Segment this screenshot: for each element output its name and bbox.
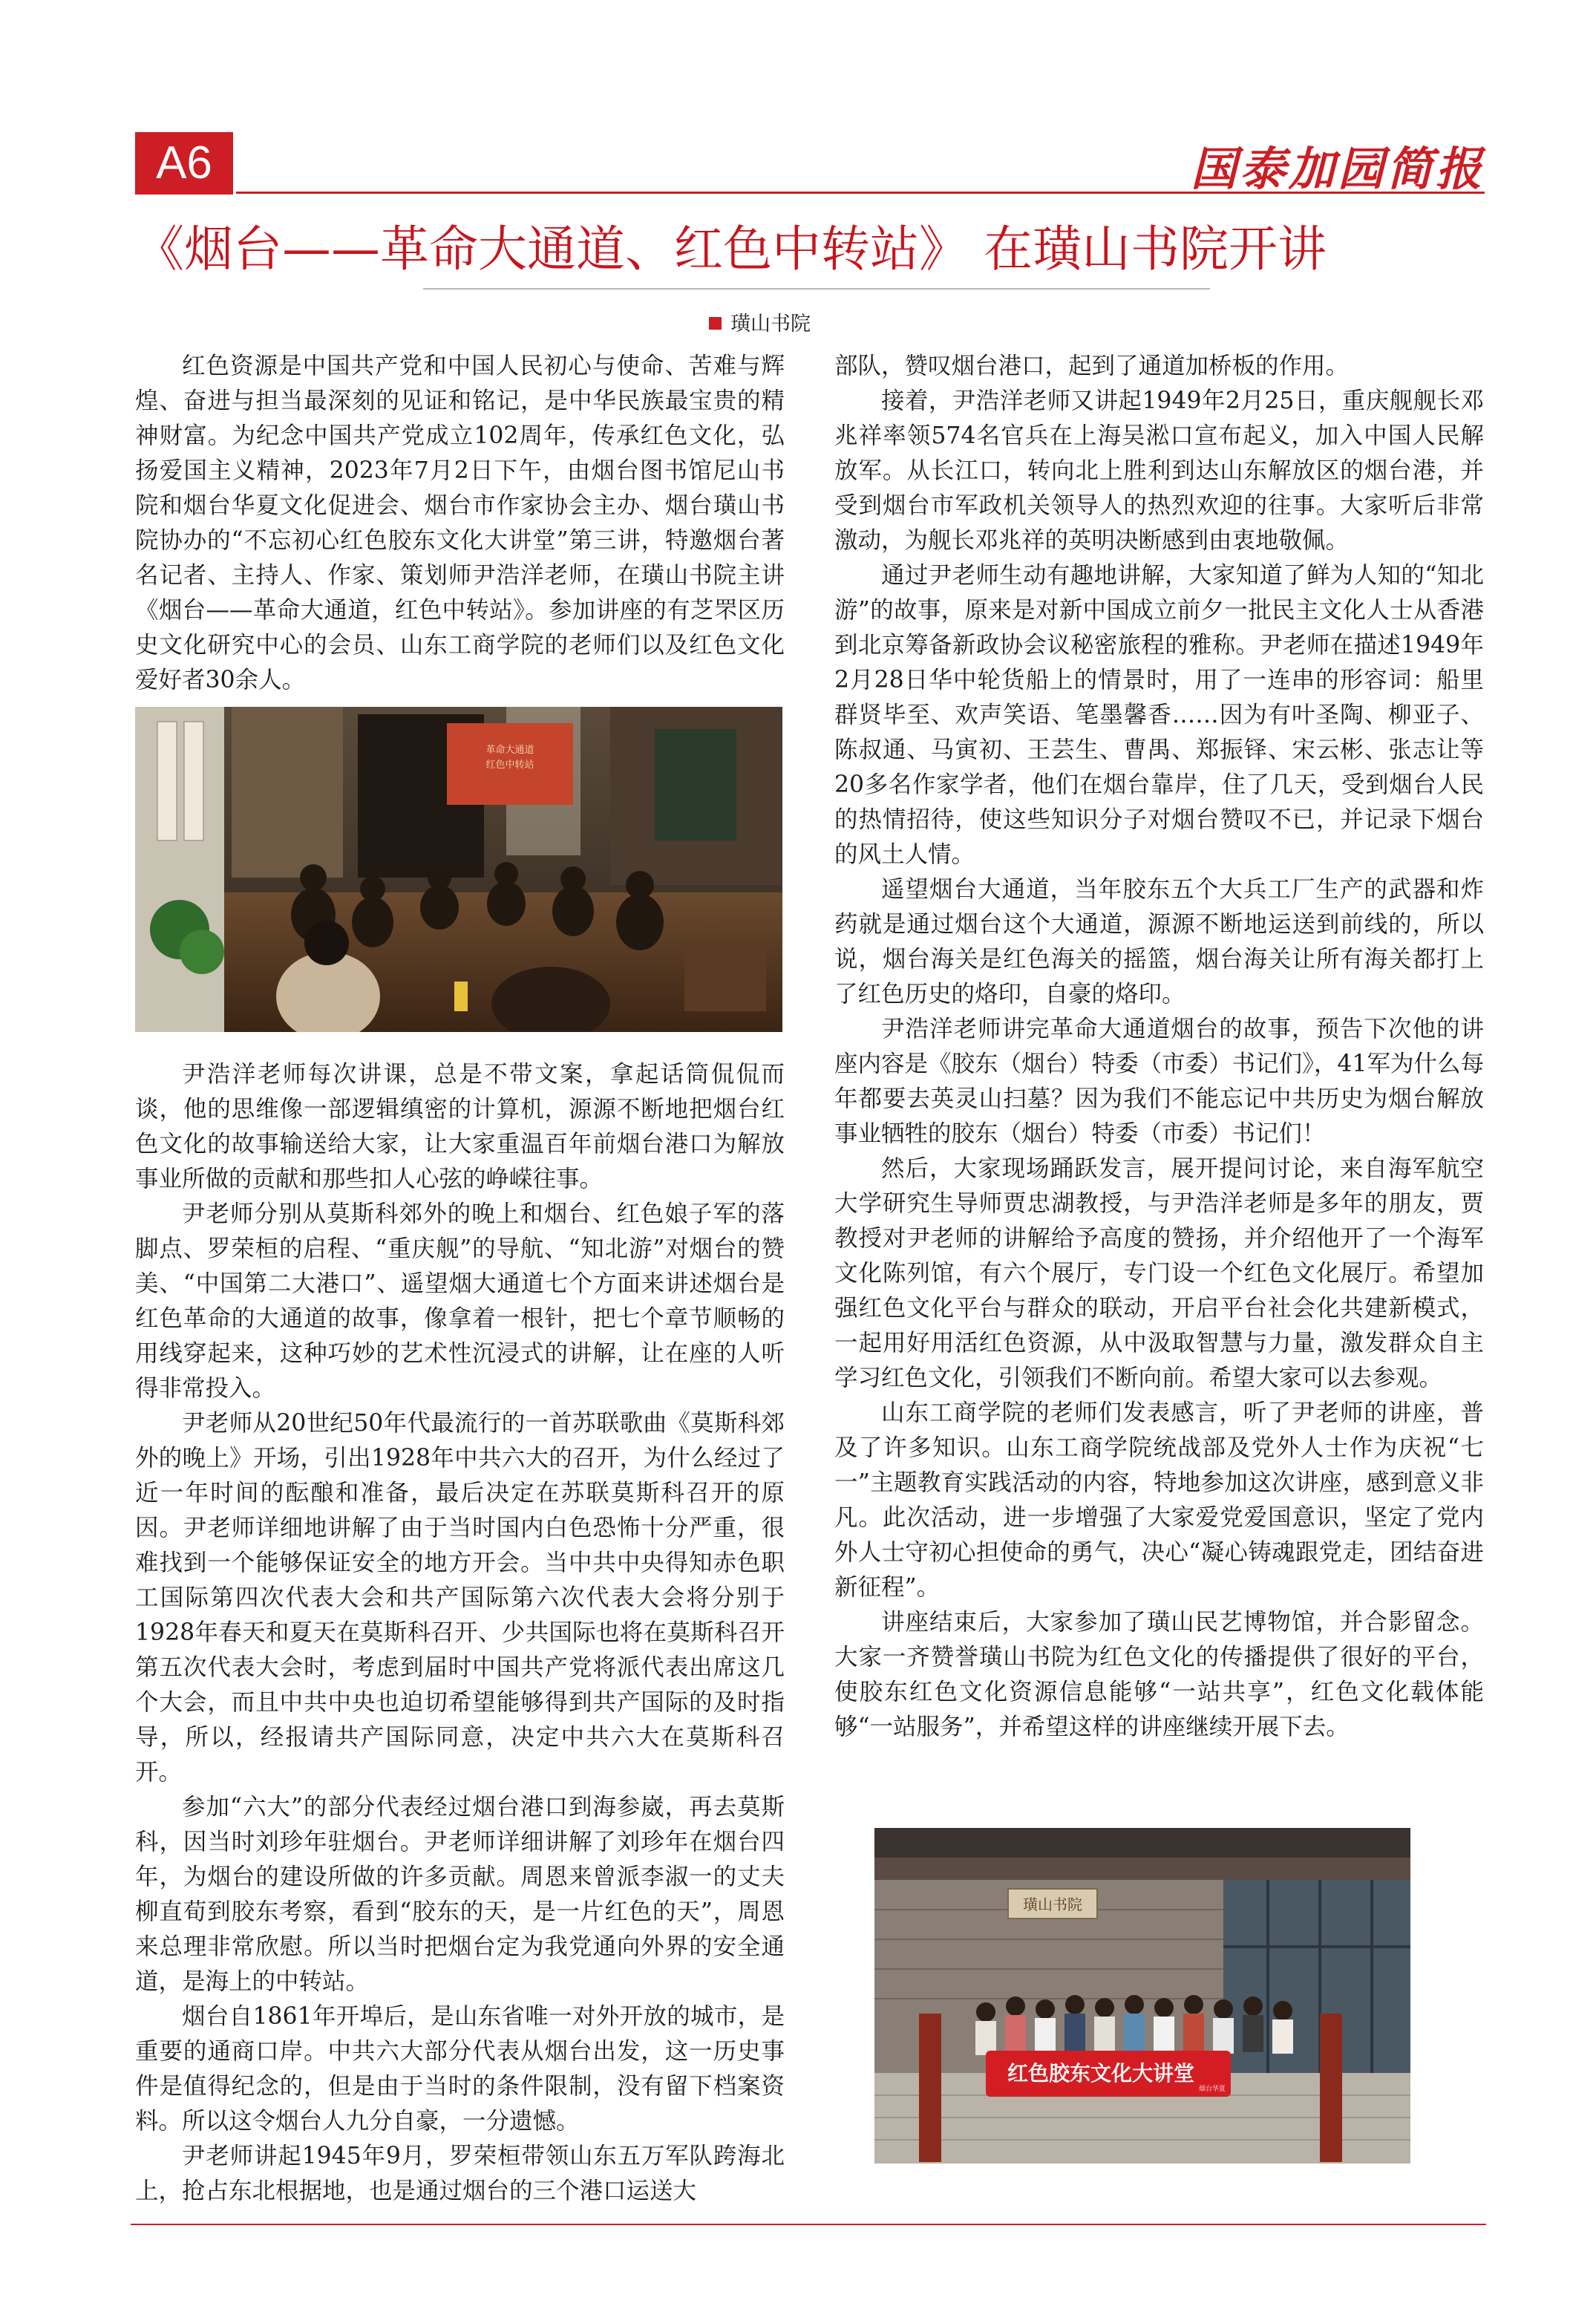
masthead: 国泰加园简报	[1190, 142, 1485, 196]
paragraph: 尹老师讲起1945年9月，罗荣桓带领山东五万军队跨海北上，抢占东北根据地，也是通过烟台的三个港口运送大	[135, 2143, 785, 2204]
plaque-text: 璜山书院	[1023, 1896, 1082, 1913]
banner-small-text: 烟台华夏	[1198, 2086, 1226, 2093]
footer-rule	[131, 2224, 1486, 2225]
paragraph: 尹浩洋老师讲完革命大通道烟台的故事，预告下次他的讲座内容是《胶东（烟台）特委（市委）书记们》，41军为什么每年都要去英灵山扫墓？因为我们不能忘记中共历史为烟台解放事业牺牲的胶东（烟台）特委（市委）书记们！	[834, 1016, 1484, 1147]
paragraph: 讲座结束后，大家参加了璜山民艺博物馆，并合影留念。大家一齐赞誉璜山书院为红色文化的传播提供了很好的平台，使胶东红色文化资源信息能够“一站共享”，红色文化载体能够“一站服务”，并希望这样的讲座继续开展下去。	[834, 1609, 1484, 1740]
group-photo-illustration	[874, 1828, 1410, 2164]
lecture-photo-illustration	[135, 707, 782, 1032]
source-marker-icon	[709, 317, 722, 330]
title-rule	[423, 288, 1210, 290]
paragraph: 接着，尹浩洋老师又讲起1949年2月25日，重庆舰舰长邓兆祥率领574名官兵在上海吴淞口宣布起义，加入中国人民解放军。从长江口，转向北上胜利到达山东解放区的烟台港，并受到烟台市军政机关领导人的热烈欢迎的往事。大家听后非常激动，为舰长邓兆祥的英明决断感到由衷地敬佩。	[834, 388, 1484, 554]
paragraph: 尹老师从20世纪50年代最流行的一首苏联歌曲《莫斯科郊外的晚上》开场，引出1928年中共六大的召开，为什么经过了近一年时间的酝酿和准备，最后决定在苏联莫斯科召开的原因。尹老师详细地讲解了由于当时国内白色恐怖十分严重，很难找到一个能够保证安全的地方开会。当中共中央得知赤色职工国际第四次代表大会和共产国际第六次代表大会将分别于1928年春天和夏天在莫斯科召开、少共国际也将在莫斯科召开第五次代表大会时，考虑到届时中国共产党将派代表出席这几个大会，而且中共中央也迫切希望能够得到共产国际的及时指导，所以，经报请共产国际同意，决定中共六大在莫斯科召开。	[135, 1410, 785, 1786]
paragraph-continuation: 部队，赞叹烟台港口，起到了通道加桥板的作用。	[834, 353, 1350, 379]
paragraph: 烟台自1861年开埠后，是山东省唯一对外开放的城市，是重要的通商口岸。中共六大部分代表从烟台出发，这一历史事件是值得纪念的，但是由于当时的条件限制，没有留下档案资料。所以这令烟台人九分自豪，一分遗憾。	[135, 2003, 785, 2135]
paragraph: 红色资源是中国共产党和中国人民初心与使命、苦难与辉煌、奋进与担当最深刻的见证和铭记，是中华民族最宝贵的精神财富。为纪念中国共产党成立102周年，传承红色文化，弘扬爱国主义精神，2023年7月2日下午，由烟台图书馆尼山书院和烟台华夏文化促进会、烟台市作家协会主办、烟台璜山书院协办的“不忘初心红色胶东文化大讲堂”第三讲，特邀烟台著名记者、主持人、作家、策划师尹浩洋老师，在璜山书院主讲《烟台——革命大通道，红色中转站》。参加讲座的有芝罘区历史文化研究中心的会员、山东工商学院的老师们以及红色文化爱好者30余人。	[135, 353, 785, 693]
paragraph: 尹浩洋老师每次讲课，总是不带文案，拿起话筒侃侃而谈，他的思维像一部逻辑缜密的计算机，源源不断地把烟台红色文化的故事输送给大家，让大家重温百年前烟台港口为解放事业所做的贡献和那些扣人心弦的峥嵘往事。	[135, 1061, 785, 1192]
group-photo	[874, 1828, 1410, 2164]
paragraph: 参加“六大”的部分代表经过烟台港口到海参崴，再去莫斯科，因当时刘珍年驻烟台。尹老师详细讲解了刘珍年在烟台四年，为烟台的建设所做的许多贡献。周恩来曾派李淑一的丈夫柳直荀到胶东考察，看到“胶东的天，是一片红色的天”，周恩来总理非常欣慰。所以当时把烟台定为我党通向外界的安全通道，是海上的中转站。	[135, 1794, 785, 1995]
paragraph: 遥望烟台大通道，当年胶东五个大兵工厂生产的武器和炸药就是通过烟台这个大通道，源源不断地运送到前线的，所以说，烟台海关是红色海关的摇篮，烟台海关让所有海关都打上了红色历史的烙印，自豪的烙印。	[834, 876, 1484, 1008]
page-tag: A6	[135, 132, 233, 195]
column-left-bottom	[135, 1057, 785, 2209]
lecture-photo	[135, 707, 782, 1032]
projector-text-line2: 红色中转站	[485, 760, 534, 771]
projector-text-line1: 革命大通道	[485, 745, 534, 756]
paragraph: 山东工商学院的老师们发表感言，听了尹老师的讲座，普及了许多知识。山东工商学院统战部及党外人士作为庆祝“七一”主题教育实践活动的内容，特地参加这次讲座，感到意义非凡。此次活动，进一步增强了大家爱党爱国意识，坚定了党内外人士守初心担使命的勇气，决心“凝心铸魂跟党走，团结奋进新征程”。	[834, 1400, 1484, 1601]
source-text: 璜山书院	[730, 313, 811, 336]
paragraph: 然后，大家现场踊跃发言，展开提问讨论，来自海军航空大学研究生导师贾忠湖教授，与尹浩洋老师是多年的朋友，贾教授对尹老师的讲解给予高度的赞扬，并介绍他开了一个海军文化陈列馆，有六个展厅，专门设一个红色文化展厅。希望加强红色文化平台与群众的联动，开启平台社会化共建新模式，一起用好用活红色资源，从中汲取智慧与力量，激发群众自主学习红色文化，引领我们不断向前。希望大家可以去参观。	[834, 1155, 1484, 1391]
article-source	[709, 307, 811, 336]
column-left-top	[135, 349, 785, 698]
banner-text: 红色胶东文化大讲堂	[1007, 2061, 1195, 2086]
column-right	[834, 349, 1484, 1745]
paragraph: 通过尹老师生动有趣地讲解，大家知道了鲜为人知的“知北游”的故事，原来是对新中国成立前夕一批民主文化人士从香港到北京筹备新政协会议秘密旅程的雅称。尹老师在描述1949年2月28日华中轮货船上的情景时，用了一连串的形容词：船里群贤毕至、欢声笑语、笔墨馨香……因为有叶圣陶、柳亚子、陈叔通、马寅初、王芸生、曹禺、郑振铎、宋云彬、张志让等20多名作家学者，他们在烟台靠岸，住了几天，受到烟台人民的热情招待，使这些知识分子对烟台赞叹不已，并记录下烟台的风土人情。	[834, 562, 1484, 868]
paragraph: 尹老师分别从莫斯科郊外的晚上和烟台、红色娘子军的落脚点、罗荣桓的启程、“重庆舰”的导航、“知北游”对烟台的赞美、“中国第二大港口”、遥望烟大通道七个方面来讲述烟台是红色革命的大通道的故事，像拿着一根针，把七个章节顺畅的用线穿起来，这种巧妙的艺术性沉浸式的讲解，让在座的人听得非常投入。	[135, 1201, 785, 1402]
headline: 《烟台——革命大通道、红色中转站》 在璜山书院开讲	[135, 221, 1327, 278]
